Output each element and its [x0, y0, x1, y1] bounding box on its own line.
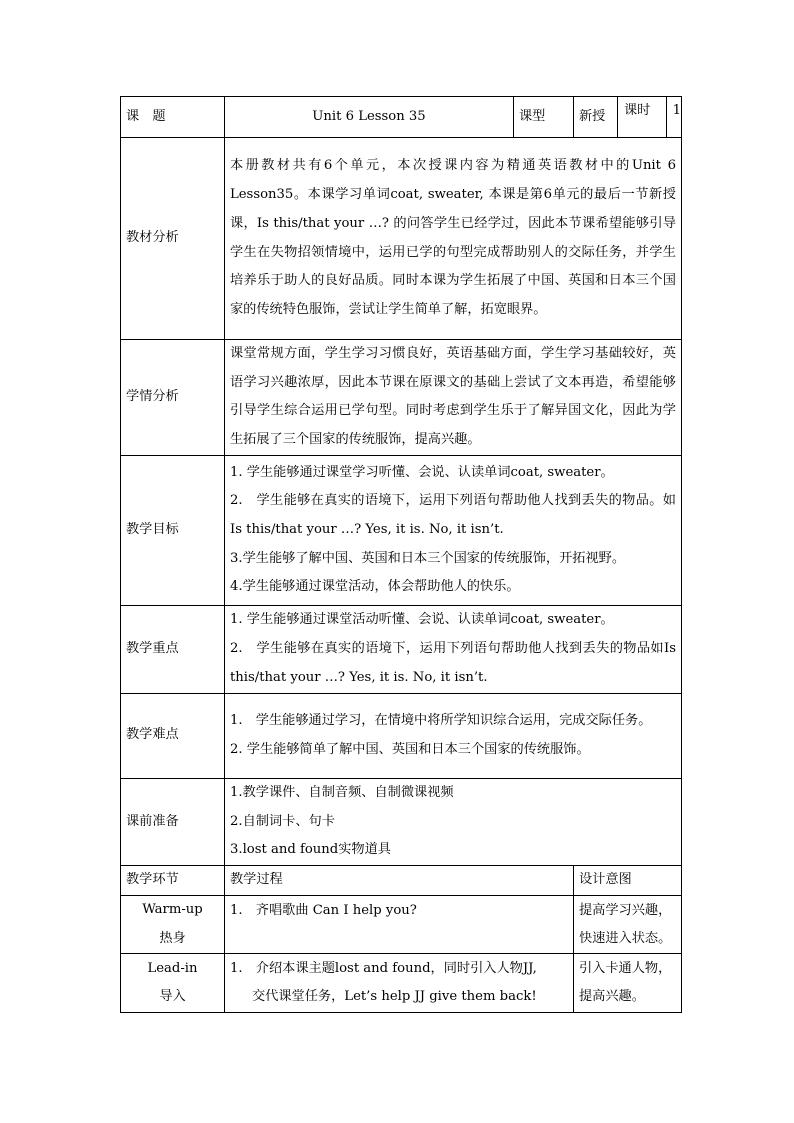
section-label: 课前准备 — [121, 778, 225, 865]
subject-value: Unit 6 Lesson 35 — [225, 97, 514, 138]
hours-value: 1 — [672, 103, 681, 118]
intent-line: 提高兴趣。 — [579, 989, 645, 1005]
section-row-learner-analysis — [121, 340, 682, 456]
process-line: 1. 齐唱歌曲 Can I help you? — [230, 902, 417, 918]
header-row — [121, 97, 682, 138]
hours-label: 课时 — [618, 97, 667, 137]
intent-header: 设计意图 — [574, 865, 682, 895]
stage-chinese: 热身 — [159, 930, 186, 946]
section-label: 教材分析 — [121, 138, 225, 340]
section-line: 1. 学生能够通过课堂活动听懂、会说、认读单词coat, sweater。 — [230, 612, 614, 628]
intent-line: 提高学习兴趣， — [579, 902, 672, 918]
section-label: 教学重点 — [121, 605, 225, 693]
section-row-preparation — [121, 778, 682, 865]
stage-header: 教学环节 — [121, 865, 225, 895]
stage-english: Warm-up — [142, 901, 203, 917]
process-header-row — [121, 865, 682, 895]
section-row-key-points — [121, 605, 682, 693]
process-header: 教学过程 — [225, 865, 574, 895]
stage-cell — [121, 895, 225, 953]
process-cell — [225, 895, 574, 953]
section-content — [225, 693, 682, 778]
section-line: 2. 学生能够简单了解中国、英国和日本三个国家的传统服饰。 — [230, 741, 590, 757]
stage-cell — [121, 954, 225, 1013]
section-line: 3.lost and found实物道具 — [230, 842, 391, 858]
section-line: 1. 学生能够通过课堂学习听懂、会说、认读单词coat, sweater。 — [230, 464, 614, 480]
section-content — [225, 455, 682, 605]
subject-label: 课 题 — [121, 97, 225, 138]
intent-line: 快速进入状态。 — [579, 930, 672, 946]
section-row-difficulties — [121, 693, 682, 778]
section-row-objectives — [121, 455, 682, 605]
section-content — [225, 778, 682, 865]
intent-cell — [574, 954, 682, 1013]
section-line: 课堂常规方面，学生学习习惯良好，英语基础方面，学生学习基础较好，英语学习兴趣浓厚，因此本节课在原课文的基础上尝试了文本再造，希望能够引导学生综合运用已学句型。同时考虑到学生乐于了解异国文化，因此为学生拓展了三个国家的传统服饰，提高兴趣。 — [230, 346, 676, 448]
section-line: 4.学生能够通过课堂活动，体会帮助他人的快乐。 — [230, 579, 520, 595]
section-line: 2.自制词卡、句卡 — [230, 813, 335, 829]
process-line: 交代课堂任务，Let’s help JJ give them back! — [252, 989, 537, 1005]
stage-chinese: 导入 — [159, 989, 186, 1005]
intent-cell — [574, 895, 682, 953]
section-line: 3.学生能够了解中国、英国和日本三个国家的传统服饰，开拓视野。 — [230, 550, 626, 566]
type-label: 课型 — [514, 97, 574, 138]
section-line: 本册教材共有6个单元，本次授课内容为精通英语教材中的Unit 6 Lesson35。本课学习单词coat, sweater, 本课是第6单元的最后一节新授课，Is this/that your …? 的问答学生已经学过，因此本节课希望能够引导学生在失物招领情境中，运用已学的句型完成帮助别人的交际任务，并学生培养乐于助人的良好品质。同时本课为学生拓展了中国、英国和日本三个国家的传统特色服饰，尝试让学生简单了解，拓宽眼界。 — [230, 158, 676, 317]
process-row-leadin — [121, 954, 682, 1013]
process-cell — [225, 954, 574, 1013]
lesson-plan-table — [120, 96, 682, 1013]
stage-english: Lead-in — [147, 960, 198, 976]
section-row-textbook-analysis — [121, 138, 682, 340]
section-line: 1.教学课件、自制音频、自制微课视频 — [230, 784, 454, 800]
process-line: 1. 介绍本课主题lost and found，同时引入人物JJ, — [230, 961, 537, 977]
process-row-warmup — [121, 895, 682, 953]
section-line: 2. 学生能够在真实的语境下，运用下列语句帮助他人找到丢失的物品如Is this/that your …? Yes, it is. No, it isn’t. — [230, 640, 676, 685]
section-line: 2. 学生能够在真实的语境下，运用下列语句帮助他人找到丢失的物品。如Is this/that your …? Yes, it is. No, it isn’t. — [230, 493, 676, 537]
intent-line: 引入卡通人物， — [579, 961, 672, 977]
section-label: 教学目标 — [121, 455, 225, 605]
section-content — [225, 138, 682, 340]
section-content — [225, 340, 682, 456]
type-value: 新授 — [574, 97, 618, 138]
section-label: 学情分析 — [121, 340, 225, 456]
section-content — [225, 605, 682, 693]
section-label: 教学难点 — [121, 693, 225, 778]
section-line: 1. 学生能够通过学习，在情境中将所学知识综合运用，完成交际任务。 — [230, 713, 652, 729]
hours-label-and-value — [618, 97, 682, 138]
